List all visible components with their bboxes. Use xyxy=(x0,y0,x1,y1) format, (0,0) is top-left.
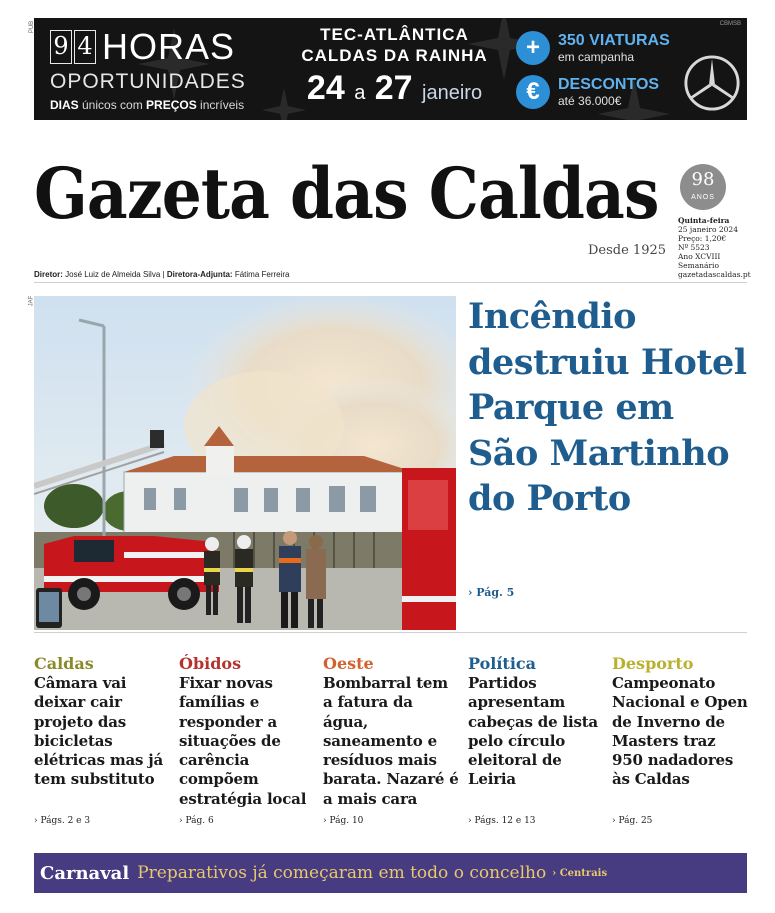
section-label: Oeste xyxy=(323,654,374,673)
ad-city: CALDAS DA RAINHA xyxy=(301,46,488,65)
teaser-page-ref[interactable]: › Centrais xyxy=(552,867,608,879)
anniversary-badge: 98 ANOS xyxy=(680,164,726,210)
issue-meta xyxy=(678,216,751,279)
lead-divider xyxy=(34,632,747,633)
masthead xyxy=(34,146,674,242)
story-page-ref[interactable]: › Págs. 2 e 3 xyxy=(34,816,91,826)
ad-tagline: DIAS únicos com PREÇOS incríveis xyxy=(50,98,245,112)
ad-hours-word: HORAS xyxy=(102,26,236,67)
lead-photo-hotel-fire[interactable] xyxy=(34,296,456,630)
story-headline[interactable]: Bombarral tem a fatura da água, saneamento e resíduos mais barata. Nazaré é a mais cara xyxy=(323,674,459,808)
ad-tiny-code: CBMSB xyxy=(719,21,741,27)
ad-venue: TEC-ATLÂNTICA xyxy=(320,25,469,44)
story-headline[interactable]: Partidos apresentam cabeças de lista pelo círculo eleitoral de Leiria xyxy=(468,674,598,789)
story-headline[interactable]: Campeonato Nacional e Open de Inverno de Masters traz 950 nadadores às Caldas xyxy=(612,674,748,789)
section-label: Caldas xyxy=(34,654,94,673)
story-page-ref[interactable]: › Pág. 25 xyxy=(612,816,653,826)
lead-story[interactable] xyxy=(468,294,753,522)
section-label: Política xyxy=(468,654,537,673)
issue-number: Nº 5523 xyxy=(678,243,710,252)
euro-icon: € xyxy=(516,75,550,109)
ad-hours-block xyxy=(50,26,280,112)
website-link[interactable]: gazetadascaldas.pt xyxy=(678,270,751,279)
mercedes-star-icon xyxy=(683,54,741,112)
story-oeste[interactable] xyxy=(323,654,459,809)
ad-opportunities: OPORTUNIDADES xyxy=(50,70,246,93)
teaser-kicker: Carnaval xyxy=(40,862,130,884)
ad-offer-discounts: € DESCONTOS até 36.000€ xyxy=(516,70,686,114)
story-page-ref[interactable]: › Págs. 12 e 13 xyxy=(468,816,536,826)
masthead-divider xyxy=(34,282,747,283)
issue-frequency: Semanário xyxy=(678,261,719,270)
carnaval-teaser-bar[interactable] xyxy=(34,853,747,893)
section-label: Óbidos xyxy=(179,654,242,673)
story-obidos[interactable] xyxy=(179,654,315,809)
lead-headline[interactable]: Incêndio destruiu Hotel Parque em São Martinho do Porto xyxy=(468,296,747,519)
story-page-ref[interactable]: › Pág. 10 xyxy=(323,816,364,826)
story-caldas[interactable] xyxy=(34,654,170,790)
story-headline[interactable]: Câmara vai deixar cair projeto das bicicletas elétricas mas já tem substituto xyxy=(34,674,164,789)
since-label: Desde 1925 xyxy=(588,243,667,258)
side-label-pub: PUB xyxy=(29,20,36,34)
issue-day: Quinta-feira xyxy=(678,216,730,225)
issue-price: Preço: 1,20€ xyxy=(678,234,727,243)
side-label-photo: JAF xyxy=(28,295,35,307)
top-banner-ad[interactable] xyxy=(34,18,747,120)
ad-offers xyxy=(516,26,686,114)
teaser-headline[interactable]: Preparativos já começaram em todo o concelho xyxy=(137,863,547,883)
story-page-ref[interactable]: › Pág. 6 xyxy=(179,816,214,826)
ad-offer-vehicles: + 350 VIATURAS em campanha xyxy=(516,26,686,70)
section-label: Desporto xyxy=(612,654,694,673)
story-headline[interactable]: Fixar novas famílias e responder a situações de carência compõem estratégia local xyxy=(179,674,307,808)
story-desporto[interactable] xyxy=(612,654,748,790)
issue-year: Ano XCVIII xyxy=(678,252,721,261)
ad-event-block xyxy=(292,24,497,113)
story-politica[interactable] xyxy=(468,654,604,790)
lead-page-ref[interactable]: › Pág. 5 xyxy=(468,586,515,599)
plus-icon: + xyxy=(516,31,550,65)
ad-hours-number: 9 4 xyxy=(50,30,96,64)
issue-date: 25 janeiro 2024 xyxy=(678,225,738,234)
ad-dates: 24 a 27 janeiro xyxy=(306,69,483,107)
newspaper-title[interactable]: Gazeta das Caldas xyxy=(34,152,659,235)
directors-line: Diretor: José Luiz de Almeida Silva | Diretora-Adjunta: Fátima Ferreira xyxy=(34,270,290,279)
